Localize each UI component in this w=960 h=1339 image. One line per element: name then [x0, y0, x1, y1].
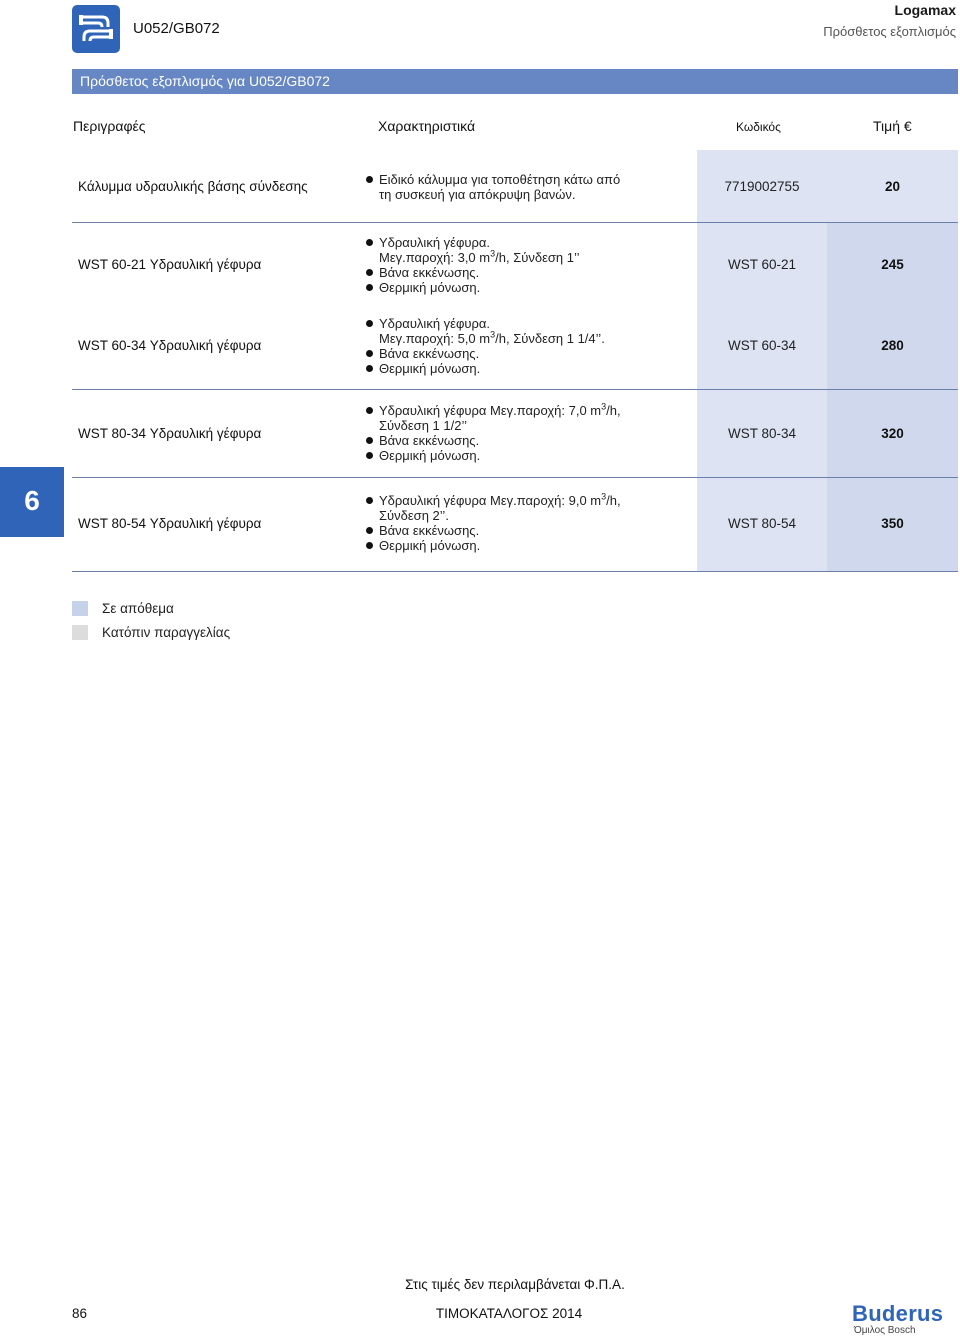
feature-line: Ειδικό κάλυμμα για τοποθέτηση κάτω από [366, 172, 620, 187]
feature-line: Βάνα εκκένωσης. [366, 265, 580, 280]
page-number: 86 [72, 1306, 88, 1321]
legend-on-order: Κατόπιν παραγγελίας [102, 625, 231, 640]
row-price: 245 [881, 257, 904, 272]
row-features [366, 493, 621, 553]
row-price: 20 [884, 179, 901, 194]
row-divider [72, 389, 958, 390]
row-description: WST 60-34 Υδραυλική γέφυρα [78, 338, 262, 353]
row-divider [72, 222, 958, 223]
section-banner [72, 69, 958, 94]
feature-line: Θερμική μόνωση. [366, 448, 621, 463]
legend-swatch-on-order [72, 625, 88, 640]
row-features [366, 316, 605, 376]
row-description: WST 80-34 Υδραυλική γέφυρα [78, 426, 262, 441]
feature-line: Βάνα εκκένωσης. [366, 433, 621, 448]
bosch-group-label: Όμιλος Bosch [854, 1325, 916, 1336]
product-category-logo [72, 5, 120, 53]
row-description: WST 80-54 Υδραυλική γέφυρα [78, 516, 262, 531]
feature-line: Θερμική μόνωση. [366, 361, 605, 376]
brand-name: Logamax [894, 2, 956, 18]
row-divider [72, 571, 958, 572]
section-title: Πρόσθετος εξοπλισμός για U052/GB072 [80, 73, 330, 89]
feature-line: Υδραυλική γέφυρα. [366, 316, 605, 331]
feature-line: Βάνα εκκένωσης. [366, 346, 605, 361]
catalog-title: ΤΙΜΟΚΑΤΑΛΟΓΟΣ 2014 [435, 1306, 583, 1321]
row-code: WST 80-34 [727, 426, 797, 441]
feature-line: Μεγ.παροχή: 3,0 $m^3/h$, Σύνδεση 1’’ [379, 248, 580, 265]
feature-line: τη συσκευή για απόκρυψη βανών. [379, 187, 576, 202]
row-divider [72, 477, 958, 478]
row-code: WST 60-21 [727, 257, 797, 272]
buderus-logo: Buderus [852, 1301, 944, 1326]
row-features [366, 403, 621, 463]
row-code: 7719002755 [724, 179, 800, 194]
legend-in-stock: Σε απόθεμα [102, 601, 174, 616]
feature-line: Βάνα εκκένωσης. [366, 523, 621, 538]
row-code: WST 80-54 [727, 516, 797, 531]
row-code: WST 60-34 [727, 338, 797, 353]
column-header-features: Χαρακτηριστικά [378, 118, 476, 134]
feature-line: Θερμική μόνωση. [366, 538, 621, 553]
brand-subtitle: Πρόσθετος εξοπλισμός [823, 24, 956, 39]
row-features [366, 235, 580, 295]
row-price: 320 [881, 426, 904, 441]
chapter-tab [0, 467, 64, 537]
feature-line: Θερμική μόνωση. [366, 280, 580, 295]
vat-note: Στις τιμές δεν περιλαμβάνεται Φ.Π.Α. [405, 1277, 625, 1292]
feature-line: Σύνδεση 2’’. [379, 508, 449, 523]
chapter-number: 6 [24, 485, 40, 516]
feature-line: Μεγ.παροχή: 5,0 $m^3/h$, Σύνδεση 1 1/4’’. [379, 329, 605, 346]
feature-line: Σύνδεση 1 1/2’’ [379, 418, 467, 433]
column-header-price: Τιμή € [873, 118, 912, 134]
legend-swatch-in-stock [72, 601, 88, 616]
row-description: WST 60-21 Υδραυλική γέφυρα [78, 257, 262, 272]
model-title: U052/GB072 [133, 20, 220, 37]
row-price: 280 [881, 338, 904, 353]
feature-line: Υδραυλική γέφυρα Μεγ.παροχή: 9,0 $m^3/h$, [366, 493, 621, 508]
row-price: 350 [881, 516, 904, 531]
column-header-code: Κωδικός [736, 120, 781, 134]
feature-line: Υδραυλική γέφυρα. [366, 235, 580, 250]
row-description: Κάλυμμα υδραυλικής βάσης σύνδεσης [78, 179, 308, 194]
pipe-icon [76, 9, 116, 49]
column-header-description: Περιγραφές [73, 118, 146, 134]
feature-line: Υδραυλική γέφυρα Μεγ.παροχή: 7,0 $m^3/h$, [366, 403, 621, 418]
row-features [366, 172, 620, 202]
